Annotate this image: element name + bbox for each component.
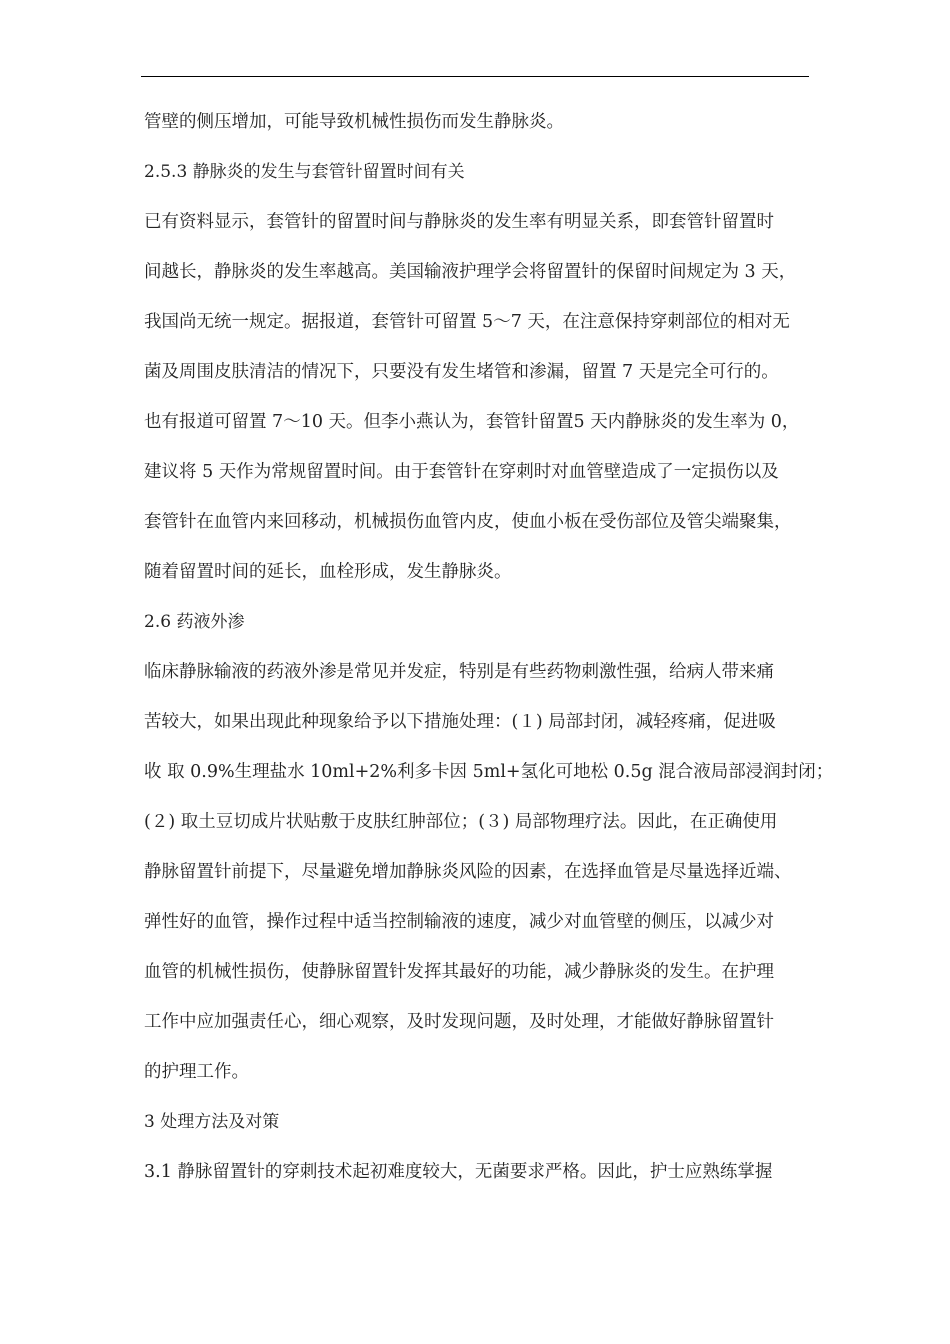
section-heading-2-5-3: 2.5.3 静脉炎的发生与套管针留置时间有关	[144, 162, 465, 182]
paragraph-line: 的护理工作。	[144, 1062, 249, 1082]
section-heading-2-6: 2.6 药液外渗	[144, 612, 245, 632]
paragraph-line: 弹性好的血管，操作过程中适当控制输液的速度，减少对血管壁的侧压，以减少对	[144, 912, 774, 932]
section-heading-3: 3 处理方法及对策	[144, 1112, 280, 1132]
paragraph-line: 管壁的侧压增加，可能导致机械性损伤而发生静脉炎。	[144, 112, 564, 132]
paragraph-line: 临床静脉输液的药液外渗是常见并发症，特别是有些药物刺激性强，给病人带来痛	[144, 662, 774, 682]
paragraph-line: 我国尚无统一规定。据报道，套管针可留置 5～7 天，在注意保持穿刺部位的相对无	[144, 312, 790, 332]
paragraph-line: 间越长，静脉炎的发生率越高。美国输液护理学会将留置针的保留时间规定为 3 天，	[144, 262, 797, 282]
header-rule	[141, 76, 809, 77]
paragraph-line: 静脉留置针前提下，尽量避免增加静脉炎风险的因素，在选择血管是尽量选择近端、	[144, 862, 792, 882]
paragraph-line: 已有资料显示，套管针的留置时间与静脉炎的发生率有明显关系，即套管针留置时	[144, 212, 774, 232]
paragraph-line: (２) 取土豆切成片状贴敷于皮肤红肿部位；(３) 局部物理疗法。因此，在正确使用	[144, 812, 778, 832]
paragraph-line: 苦较大，如果出现此种现象给予以下措施处理：(１) 局部封闭，减轻疼痛，促进吸	[144, 712, 776, 732]
paragraph-line: 收 取 0.9%生理盐水 10ml+2%利多卡因 5ml+氢化可地松 0.5g 混合液局部浸润封闭；	[144, 762, 834, 782]
paragraph-line: 3.1 静脉留置针的穿刺技术起初难度较大，无菌要求严格。因此，护士应熟练掌握	[144, 1162, 773, 1182]
paragraph-line: 也有报道可留置 7～10 天。但李小燕认为，套管针留置5 天内静脉炎的发生率为 0，	[144, 412, 800, 432]
paragraph-line: 工作中应加强责任心，细心观察，及时发现问题，及时处理，才能做好静脉留置针	[144, 1012, 774, 1032]
document-body	[144, 104, 834, 1204]
paragraph-line: 随着留置时间的延长，血栓形成，发生静脉炎。	[144, 562, 512, 582]
paragraph-line: 建议将 5 天作为常规留置时间。由于套管针在穿刺时对血管壁造成了一定损伤以及	[144, 462, 779, 482]
paragraph-line: 菌及周围皮肤清洁的情况下，只要没有发生堵管和渗漏，留置 7 天是完全可行的。	[144, 362, 779, 382]
paragraph-line: 血管的机械性损伤，使静脉留置针发挥其最好的功能，减少静脉炎的发生。在护理	[144, 962, 774, 982]
paragraph-line: 套管针在血管内来回移动，机械损伤血管内皮，使血小板在受伤部位及管尖端聚集，	[144, 512, 792, 532]
